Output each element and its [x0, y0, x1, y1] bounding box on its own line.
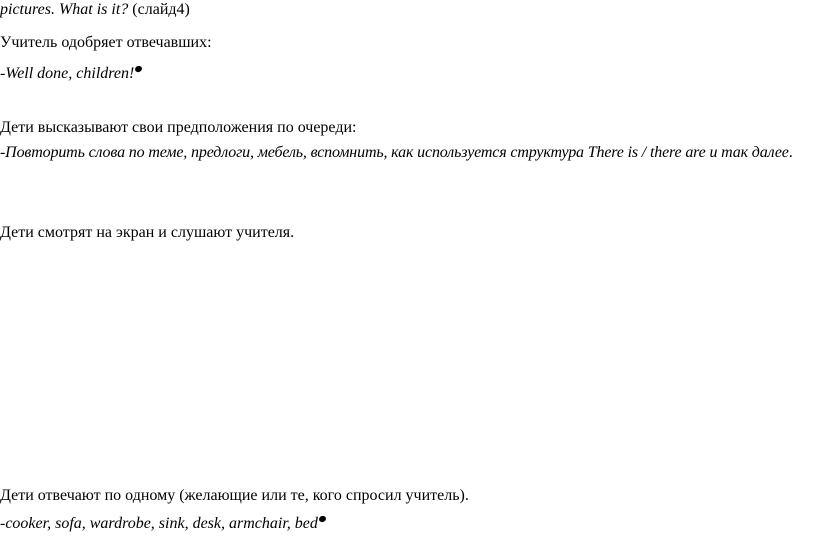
bullet-dot-icon [318, 515, 327, 523]
bullet-dot-icon [135, 65, 144, 73]
children-guess-text: Дети высказывают свои предположения по очереди: [0, 119, 357, 136]
children-watch-text: Дети смотрят на экран и слушают учителя. [0, 224, 295, 241]
vocabulary-list: -cooker, sofa, wardrobe, sink, desk, armchair, bed [0, 515, 318, 532]
praise-line [0, 64, 142, 84]
children-answer-text: Дети отвечают по одному (желающие или те, кого спросил учитель). [0, 487, 469, 504]
repeat-instructions-line [0, 143, 793, 163]
slide-reference-line [0, 0, 190, 20]
vocabulary-line [0, 514, 326, 534]
structure-phrase: There is / there are [587, 144, 706, 161]
period: . [788, 144, 793, 161]
slide-number: (слайд4) [128, 1, 190, 18]
question-text: pictures. What is it? [0, 1, 129, 18]
repeat-instructions-a: -Повторить слова по теме, предлоги, мебель, вспомнить, как используется структура [0, 144, 588, 161]
praise-text: -Well done, children! [0, 65, 135, 82]
repeat-instructions-b: и так далее [705, 144, 789, 161]
teacher-approval-text: Учитель одобряет отвечавших: [0, 34, 212, 51]
